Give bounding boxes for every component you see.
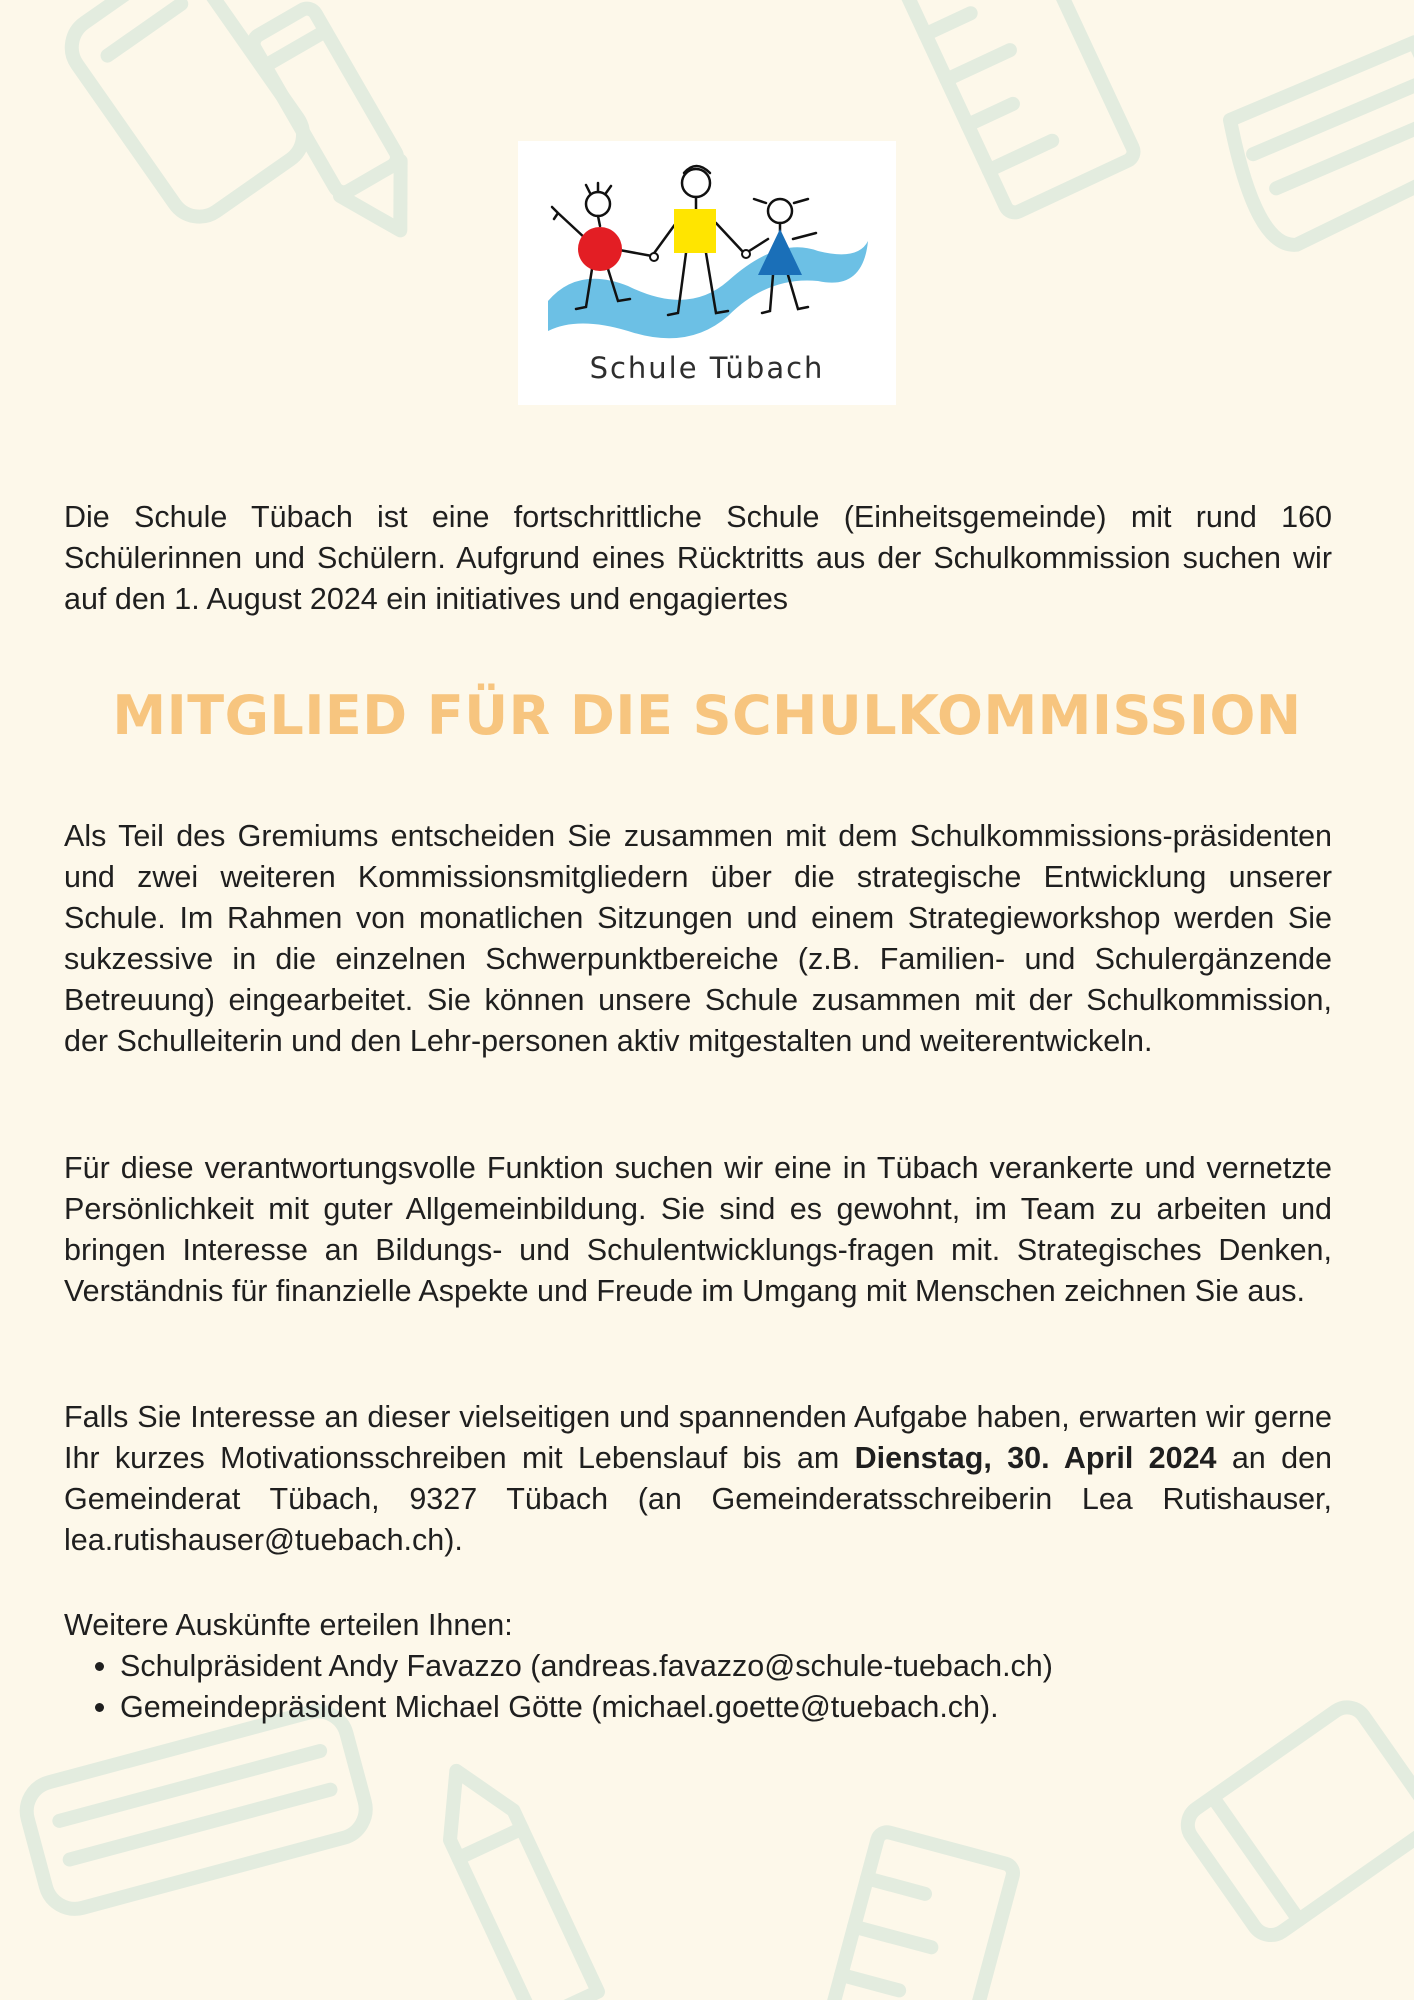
pencil-case-icon-bottom (20, 1705, 372, 1916)
school-logo-text: Schule Tübach (589, 351, 825, 385)
intro-paragraph: Die Schule Tübach ist eine fortschrittliche Schule (Einheitsgemeinde) mit rund 160 Schülerinnen und Schülern. Aufgrund eines Rücktritts aus der Schulkommission suchen wir auf den 1. August 2024 ein initiatives und engagiertes (64, 500, 1332, 616)
ruler-icon-bottom (823, 1830, 1015, 2000)
role-description-paragraph: Als Teil des Gremiums entscheiden Sie zusammen mit dem Schulkommissions-präsidenten und zwei weiteren Kommissionsmitgliedern über die strategische Entwicklung unserer Schule. Im Rahmen von monatlichen Sitzungen und einem Strategieworkshop werden Sie sukzessive in die einzelnen Schwerpunktbereiche (z.B. Familien- und Schulergänzende Betreuung) eingearbeitet. Sie können unsere Schule zusammen mit der Schulkommission, der Schulleiterin und den Lehr-personen aktiv mitgestalten und weiterentwickeln. (64, 819, 1332, 1058)
contacts-list (64, 1646, 1332, 1728)
contact-item: • Gemeindepräsident Michael Götte (michael.goette@tuebach.ch). (120, 1687, 1332, 1728)
application-paragraph (64, 1397, 1332, 1561)
contacts-heading: Weitere Auskünfte erteilen Ihnen: (64, 1608, 513, 1642)
application-deadline: Dienstag, 30. April 2024 (854, 1441, 1217, 1475)
school-logo (518, 141, 896, 405)
pencil-icon-bottom (425, 1756, 598, 2000)
contacts-section (64, 1605, 1332, 1728)
pencil-icon (250, 5, 431, 248)
book-icon (1220, 39, 1414, 254)
contact-item: • Schulpräsident Andy Favazzo (andreas.favazzo@schule-tuebach.ch) (120, 1646, 1332, 1687)
application-text-before: Falls Sie Interesse an dieser vielseitigen und spannenden Aufgabe haben, erwarten wir gerne Ihr kurzes Motivationsschreiben mit Lebenslauf bis am (64, 1400, 1332, 1475)
application-text-after: an den Gemeinderat Tübach, 9327 Tübach (an Gemeinderatsschreiberin Lea Rutishauser, lea.rutishauser@tuebach.ch). (64, 1441, 1333, 1557)
book-icon-bottom (1180, 1700, 1414, 1943)
requirements-paragraph: Für diese verantwortungsvolle Funktion suchen wir eine in Tübach verankerte und vernetzte Persönlichkeit mit guter Allgemeinbildung. Sie sind es gewohnt, im Team zu arbeiten und bringen Interesse an Bildungs- und Schulentwicklungs-fragen mit. Strategisches Denken, Verständnis für finanzielle Aspekte und Freude im Umgang mit Menschen zeichnen Sie aus. (64, 1151, 1332, 1308)
pencil-case-icon (60, 0, 315, 228)
ruler-icon (900, 0, 1137, 216)
page-title: MITGLIED FÜR DIE SCHULKOMMISSION (112, 684, 1302, 747)
